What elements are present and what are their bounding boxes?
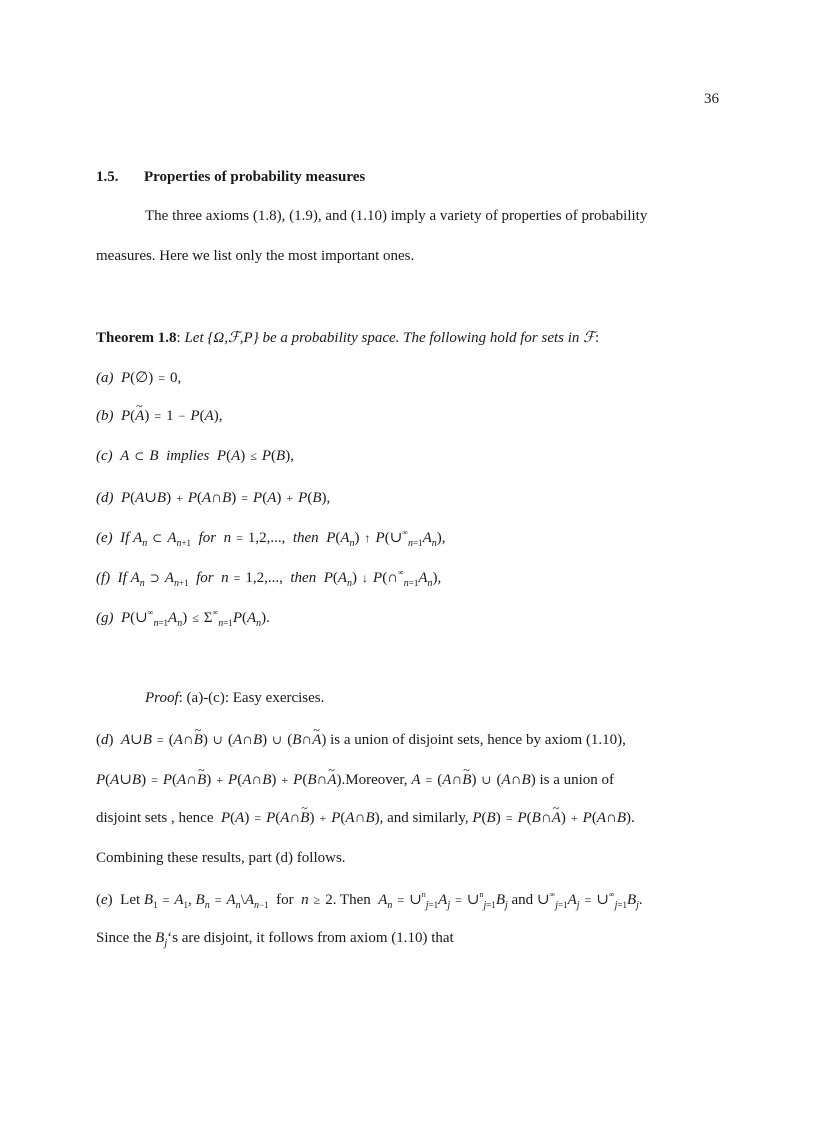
theorem-item-c: (c) A ⊂ B implies P(A) ≤ P(B), xyxy=(96,448,294,464)
proof-e-line-2: Since the $B_j‘s$ are disjoint, it follows from axiom (1.10) that xyxy=(96,930,454,949)
intro-line-1: The three axioms (1.8), (1.9), and (1.10) imply a variety of properties of probability xyxy=(145,208,648,224)
proof-d-line-2: P(A∪B) = P(A∩B ~) + P(A∩B) + P(B∩A ~).Moreover, A = (A∩B ~) ∪ (A∩B) is a union of xyxy=(96,770,614,789)
theorem-item-f: (f) If $A_n$ ⊃ $A_{n+1}$ for n = 1,2,..., then $P(A_n)$ ↓ $P(\cap^\infty_{n=1}A_n)$, xyxy=(96,568,442,589)
section-title: Properties of probability measures xyxy=(144,169,366,185)
theorem-statement: Theorem 1.8: Let {Ω,ℱ,P} be a probability space. The following hold for sets in ℱ: xyxy=(96,328,600,346)
proof-start xyxy=(145,690,324,707)
theorem-item-b: (b) P(A ~) = 1 − P(A), xyxy=(96,408,223,425)
page-number: 36 xyxy=(704,91,719,107)
theorem-text: be a probability space. The following hold for sets in xyxy=(262,330,580,346)
proof-label: Proof xyxy=(145,690,179,706)
theorem-let: Let xyxy=(184,330,204,346)
theorem-item-g: (g) $P(\cup^\infty_{n=1}A_n) \le \Sigma^\infty_{n=1}P(A_n)$. xyxy=(96,608,270,629)
proof-e-line-1: (e) Let $B_1 = A_1$, $B_n$ = $A_n\backslash A_{n-1}$ for n ≥ 2. Then $A_n$ = $\cup^n_{j=1}A_j$ = $\cup^n_{j=1}B_j$ and $\cup^\infty_{j=1}A_j$ = $\cup^\infty_{j=1}B_j$. xyxy=(96,890,643,911)
intro-line-2: measures. Here we list only the most important ones. xyxy=(96,248,415,264)
proof-first: : (a)-(c): Easy exercises. xyxy=(178,690,325,706)
section-number: 1.5. xyxy=(96,169,119,185)
proof-d-line-3: disjoint sets , hence P(A) = P(A∩B ~) + P(A∩B), and similarly, P(B) = P(B∩A ~) + P(A∩B). xyxy=(96,810,635,827)
theorem-item-e: (e) If $A_n$ ⊂ $A_{n+1}$ for n = 1,2,..., then $P(A_n)$ ↑ $P(\cup^\infty_{n=1}A_n)$, xyxy=(96,528,446,549)
proof-d-line-1: (d) A∪B = (A∩B ~) ∪ (A∩B) ∪ (B∩A ~) is a union of disjoint sets, hence by axiom (1.10), xyxy=(96,730,626,749)
section-heading xyxy=(96,169,365,186)
theorem-item-d: (d) P(A∪B) + P(A∩B) = P(A) + P(B), xyxy=(96,490,331,506)
theorem-item-a: (a) P(∅) = 0, xyxy=(96,370,182,386)
proof-d-line-4: Combining these results, part (d) follows. xyxy=(96,850,346,866)
theorem-label: Theorem 1.8 xyxy=(96,330,177,346)
